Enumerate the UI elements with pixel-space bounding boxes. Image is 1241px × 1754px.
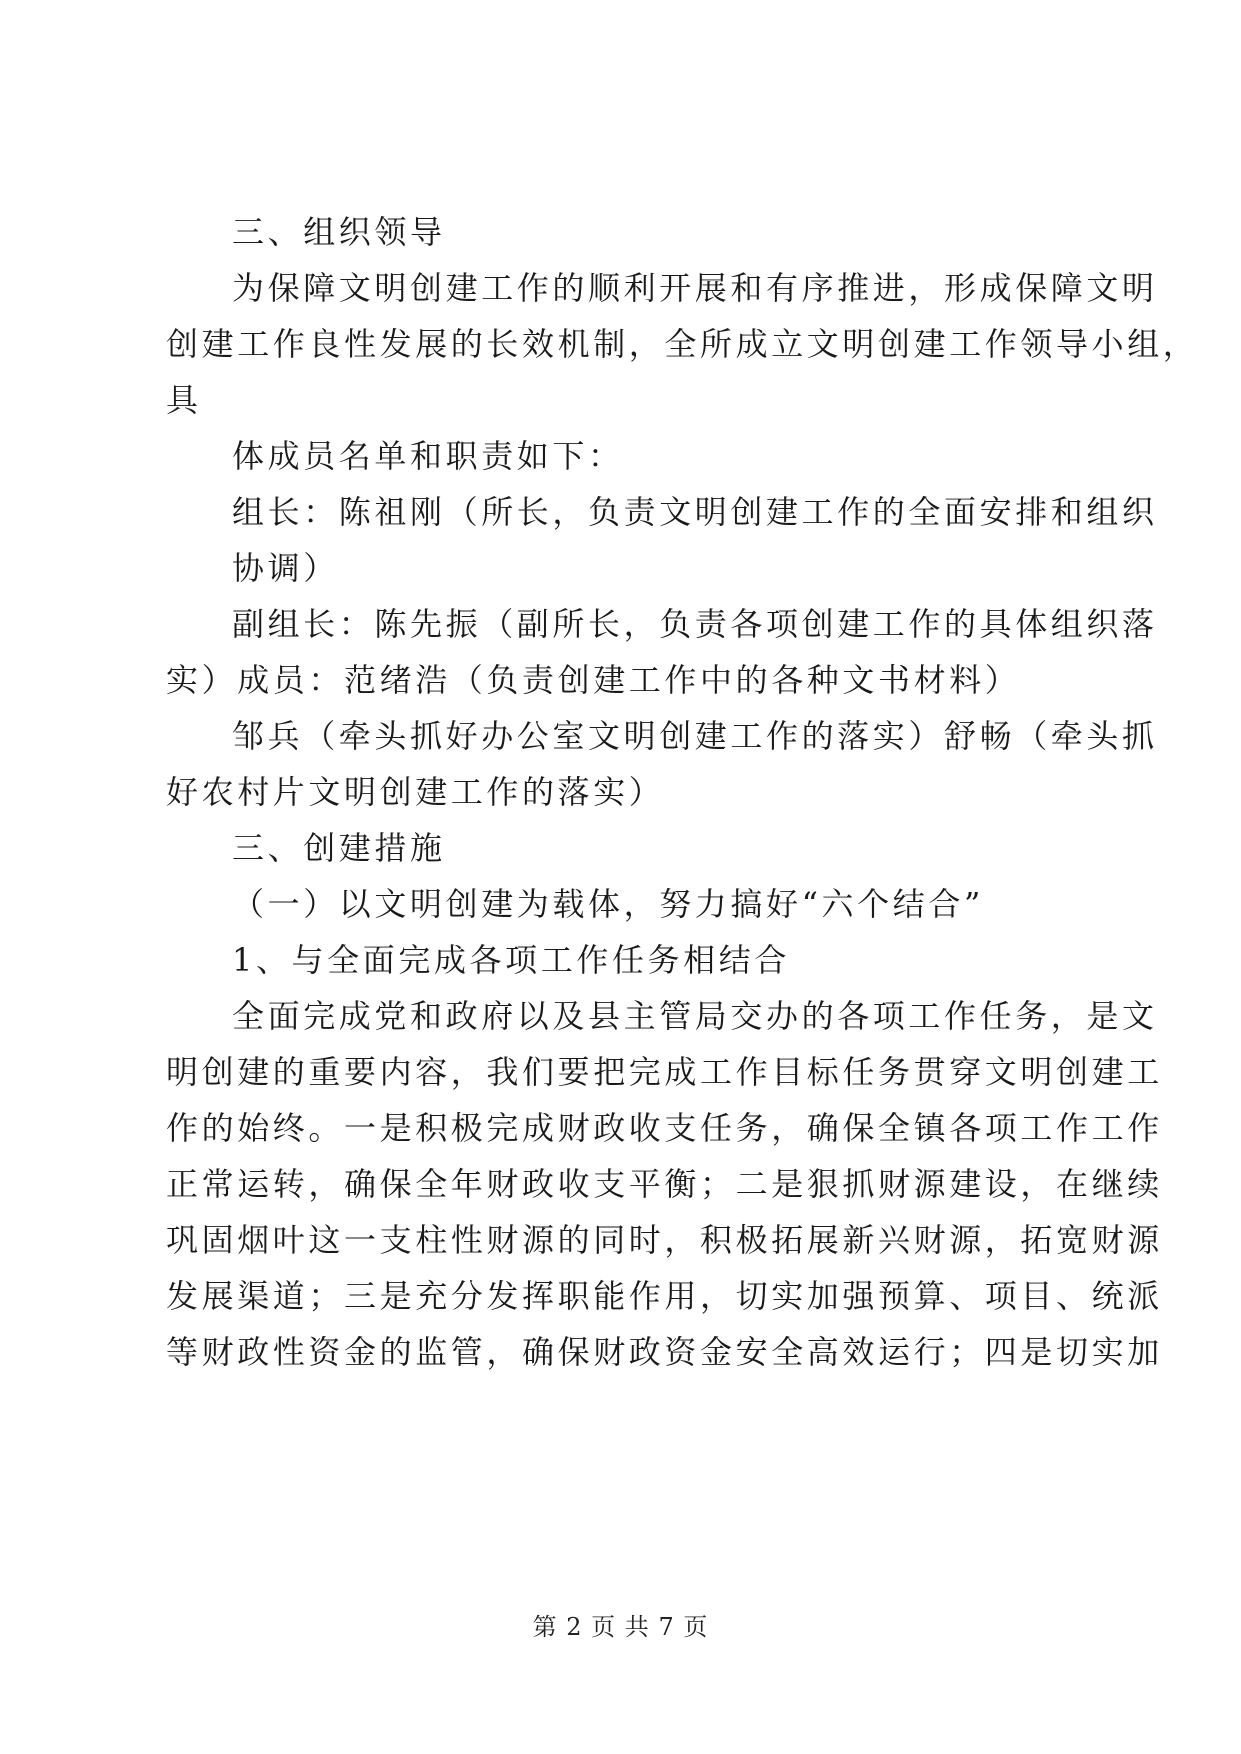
- paragraph-line: 协调）: [232, 549, 339, 587]
- paragraph-line: 发展渠道；三是充分发挥职能作用，切实加强预算、项目、统派: [166, 1277, 1163, 1315]
- page-number-footer: 第 2 页 共 7 页: [532, 1613, 709, 1641]
- paragraph-line: 全面完成党和政府以及县主管局交办的各项工作任务，是文: [232, 997, 1158, 1035]
- paragraph-line: 明创建的重要内容，我们要把完成工作目标任务贯穿文明创建工: [166, 1053, 1163, 1091]
- paragraph-line: 为保障文明创建工作的顺利开展和有序推进，形成保障文明: [232, 269, 1158, 307]
- paragraph-line: 邹兵（牵头抓好办公室文明创建工作的落实）舒畅（牵头抓: [232, 717, 1158, 755]
- section-heading: 三、创建措施: [232, 829, 446, 867]
- section-heading: 三、组织领导: [232, 213, 446, 251]
- paragraph-line: 组长：陈祖刚（所长，负责文明创建工作的全面安排和组织: [232, 493, 1158, 531]
- paragraph-line: 创建工作良性发展的长效机制，全所成立文明创建工作领导小组，: [166, 325, 1199, 363]
- paragraph-line: 实）成员：范绪浩（负责创建工作中的各种文书材料）: [166, 661, 1021, 699]
- subsection-heading: （一）以文明创建为载体，努力搞好“六个结合”: [232, 885, 984, 923]
- paragraph-line: 巩固烟叶这一支柱性财源的同时，积极拓展新兴财源，拓宽财源: [166, 1221, 1163, 1259]
- paragraph-line: 具: [166, 381, 202, 419]
- paragraph-line: 好农村片文明创建工作的落实）: [166, 773, 665, 811]
- item-heading: 1、与全面完成各项工作任务相结合: [232, 941, 790, 979]
- paragraph-line: 等财政性资金的监管，确保财政资金安全高效运行；四是切实加: [166, 1333, 1163, 1371]
- paragraph-line: 正常运转，确保全年财政收支平衡；二是狠抓财源建设，在继续: [166, 1165, 1163, 1203]
- paragraph-line: 副组长：陈先振（副所长，负责各项创建工作的具体组织落: [232, 605, 1158, 643]
- paragraph-line: 作的始终。一是积极完成财政收支任务，确保全镇各项工作工作: [166, 1109, 1163, 1147]
- paragraph-line: 体成员名单和职责如下：: [232, 437, 624, 475]
